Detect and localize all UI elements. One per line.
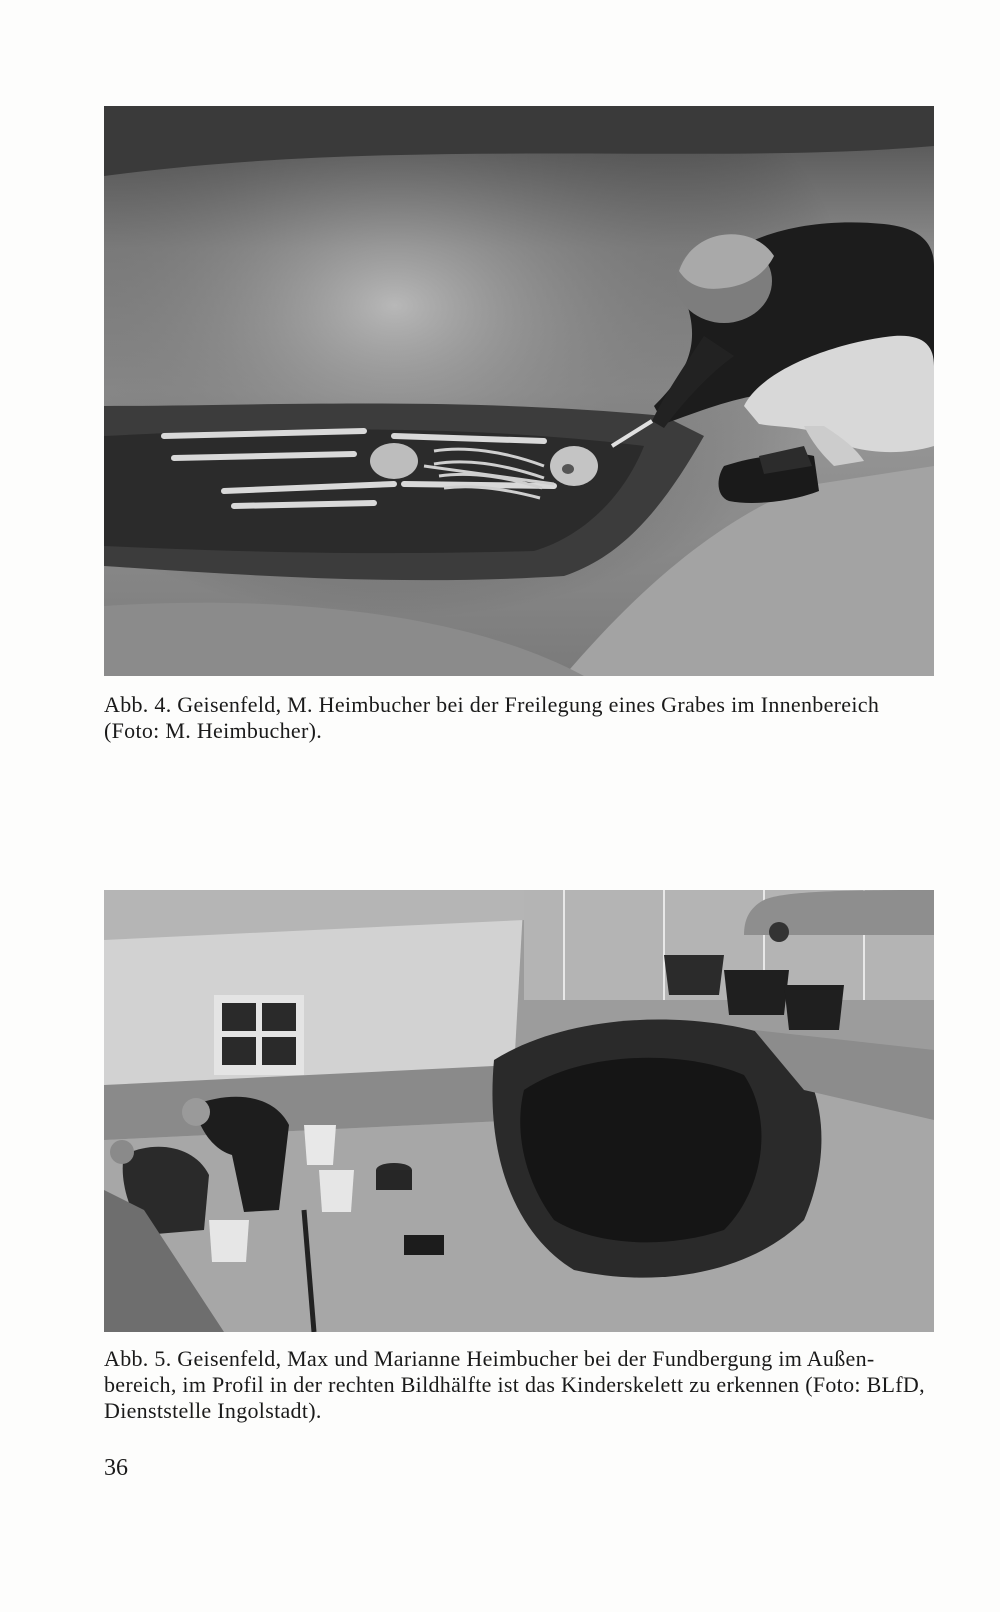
figure-5-photo [104, 890, 934, 1332]
caption-line: bereich, im Profil in der rechten Bildhälfte ist das Kinderskelett zu erkennen (Foto: BLfD, [104, 1372, 925, 1397]
outdoor-excavation-photo [104, 890, 934, 1332]
figure-4-photo [104, 106, 934, 676]
figure-4-caption [104, 692, 934, 744]
excavation-grave-photo [104, 106, 934, 676]
caption-line: Abb. 4. Geisenfeld, M. Heimbucher bei der Freilegung eines Grabes im Innenbereich [104, 692, 880, 717]
figure-5-caption [104, 1346, 934, 1424]
caption-line: Dienststelle Ingolstadt). [104, 1398, 322, 1423]
caption-line: (Foto: M. Heimbucher). [104, 718, 323, 743]
caption-line: Abb. 5. Geisenfeld, Max und Marianne Heimbucher bei der Fundbergung im Außen- [104, 1346, 875, 1371]
page-number: 36 [104, 1455, 128, 1481]
